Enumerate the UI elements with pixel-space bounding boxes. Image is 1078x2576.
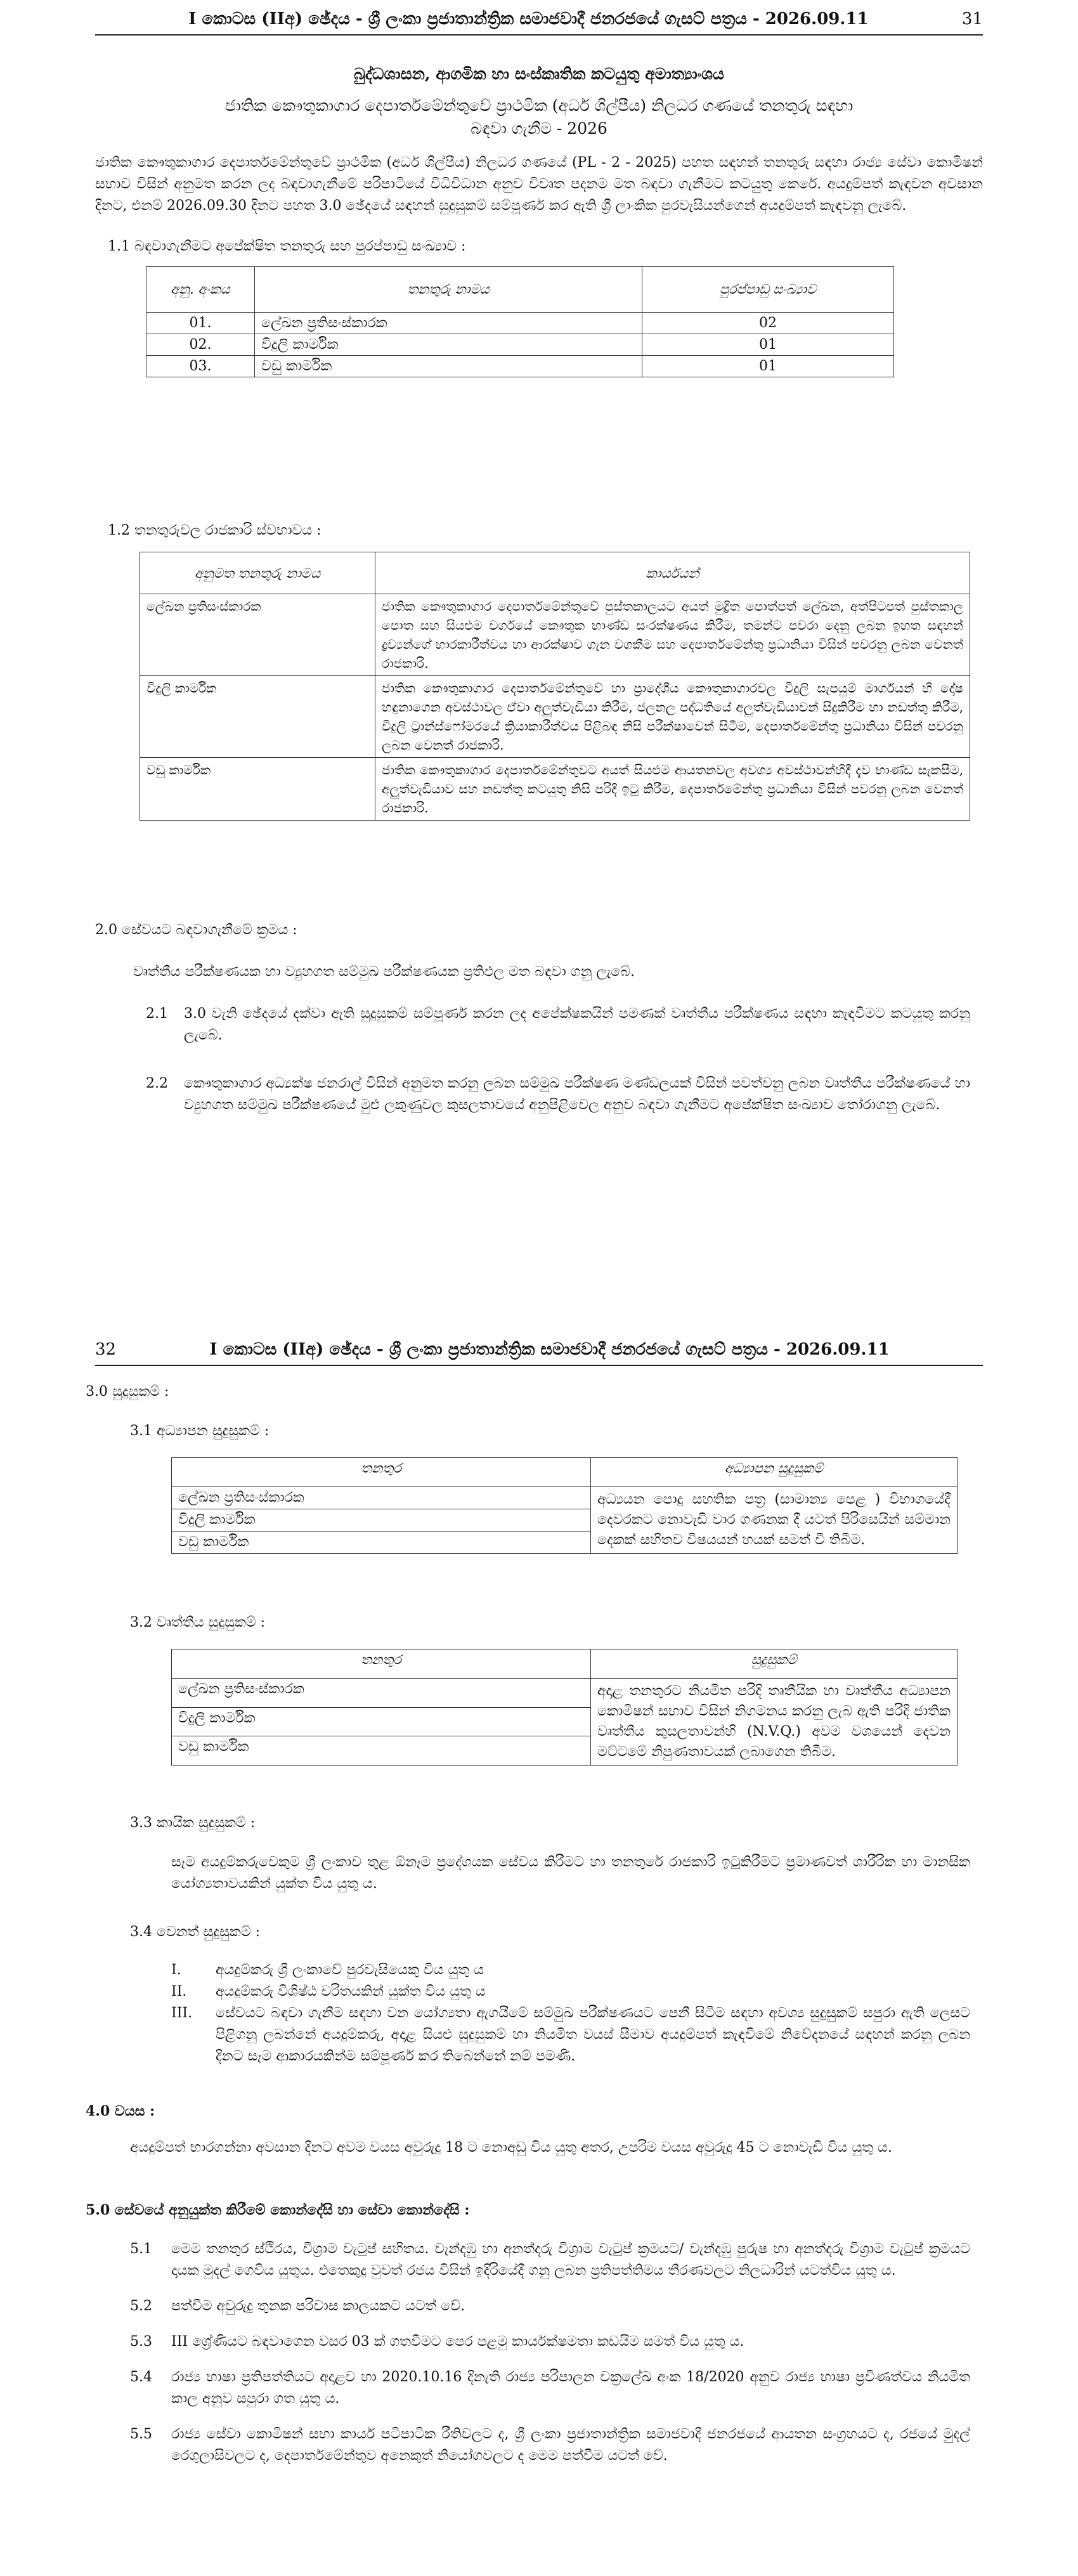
cell-post: ලේඛන ප්‍රතිසංස්කාරක xyxy=(172,1487,591,1509)
cell-serial: 03. xyxy=(146,356,255,377)
item-number: 5.1 xyxy=(130,2241,152,2257)
section-4-0-heading: 4.0 වයස : xyxy=(86,2103,155,2119)
cell-qualification: අදාළ තනතුරට නියමිත පරිදි තෘතීයික හා වෘත්තීය අධ්‍යාපන කොමිෂන් සභාව විසින් නිගමනය කරනු ලැබ ඇති පරිදි ජාතික වෘත්තීය කුසලතාවන්හි (N.V.Q.) අවම වශයෙන් දෙවන මට්ටමේ නිපුණතාවයක් ලබාගෙන තිබීම. xyxy=(591,1679,958,1766)
item-text: මෙම තනතුර ස්ථිරය, විශ්‍රාම වැටුප් සහිතය. වැන්දඹු හා අනත්දරු විශ්‍රාම වැටුප් ක්‍රමයට/ වැන්දඹු පුරුෂ හා අනත්දරු විශ්‍රාම වැටුප් ක්‍රමයට දායක මුදල් ගෙවිය යුතුය. එතෙකුදු වුවත් රජය විසින් ඉදිරියේදී ගනු ලබන ප්‍රතිපත්තිමය තීරණවලට නිලධාරින් යටත්විය යුතු ය. xyxy=(171,2241,970,2279)
section-2-1-text: 3.0 වැනි ඡේදයේ දක්වා ඇති සුදුසුකම් සම්පූර්ණ කරන ලද අපේක්ෂකයින් පමණක් වෘත්තීය පරීක්ෂණය සඳහා කැඳවීමට කටයුතු කරනු ලැබේ. xyxy=(184,1006,970,1043)
col-header-duties: කාර්යයන් xyxy=(375,552,970,594)
list-item xyxy=(171,1960,970,1981)
education-qualification-table xyxy=(171,1457,958,1554)
cell-vacancies: 01 xyxy=(642,356,894,377)
item-text: රාජ්‍ය භාෂා ප්‍රතිපත්තියට අදාළව හා 2020.10.16 දිනැති රාජ්‍ය පරිපාලන චක්‍රලේඛ අංක 18/2020 අනුව රාජ්‍ය භාෂා ප්‍රවීණත්වය නියමිත කාල අනුව සපුරා ගත යුතු ය. xyxy=(171,2369,970,2407)
table-row xyxy=(140,758,970,821)
section-2-0-text: වෘත්තීය පරීක්ෂණයක හා ව්‍යුහගත සම්මුඛ පරීක්ෂණයක ප්‍රතිඵල මත බඳවා ගනු ලැබේ. xyxy=(133,964,635,980)
table-row xyxy=(140,594,970,676)
item-text: පත්වීම අවුරුදු තුනක පරිවාස කාලයකට යටත් වේ. xyxy=(171,2298,465,2314)
header-title: I කොටස (IIඅ) ඡේදය - ශ්‍රී ලංකා ප්‍රජාතාන්ත්‍රික සමාජවාදී ජනරජයේ ගැසට් පත්‍රය - 2026.09.11 xyxy=(209,1339,890,1359)
cell-duties: ජාතික කෞතුකාගාර දෙපාර්තමේන්තුවේ හා ප්‍රාදේශීය කෞතුකාගාරවල විදුලි සැපයුම් මාර්ගයන් හි දෝෂ හඳුනාගෙන අවස්ථාවල ඒවා අලුත්වැඩියා කිරීම, ජලනල පද්ධතියේ අලුත්වැඩියාවන් සිදුකිරීම හා නඩත්තු කිරීම, විදුලි ට්‍රාන්ස්ෆෝමරයේ ක්‍රියාකාරීත්වය පිළිබඳ නිසි පරීක්ෂාවෙන් සිටීම, දෙපාර්තමේන්තු ප්‍රධානියා විසින් පවරනු ලබන වෙනත් රාජකාරි. xyxy=(375,676,970,758)
section-5-0-heading: 5.0 සේවයේ අනුයුක්ත කිරීමේ කොන්දේසි හා සේවා කොන්දේසි : xyxy=(86,2202,470,2218)
gazette-page-32 xyxy=(0,1294,1078,2576)
item-number: II. xyxy=(171,1984,187,2000)
notice-title-line1: ජාතික කෞතුකාගාර දෙපාර්තමේන්තුවේ ප්‍රාථමික (අර්ධ ශිල්පීය) නිලධර ගණයේ තනතුරු සඳහා xyxy=(224,96,854,115)
col-header-post: තනතුරු නාමය xyxy=(255,267,642,313)
col-header-vacancies: පුරප්පාඩු සංඛ්‍යාව xyxy=(642,267,894,313)
cell-post: විදුලි කාර්මික xyxy=(172,1707,591,1736)
cell-post: වඩු කාර්මික xyxy=(140,758,375,821)
intro-paragraph: ජාතික කෞතුකාගාර දෙපාර්තමේන්තුවේ ප්‍රාථමික (අර්ධ ශිල්පීය) නිලධර ගණයේ (PL - 2 - 2025) පහත සඳහන් තනතුරු සඳහා රාජ්‍ය සේවා කොමිෂන් සභාව විසින් අනුමත කරන ලද බඳවාගැනීමේ පරිපාටියේ විධිවිධාන අනුව විවෘත පදනම මත බඳවා ගැනීමට කටයුතු කෙරේ. අයදුම්පත් කැඳවන අවසාන දිනට, එනම් 2026.09.30 දිනට පහත 3.0 ඡේදයේ සඳහන් සුදුසුකම් සම්පූර්ණ කර ඇති ශ්‍රී ලාංකික පුරවැසියන්ගෙන් අයදුම්පත් කැඳවනු ලැබේ. xyxy=(95,155,983,214)
cell-qualification: අධ්‍යයන පොදු සහතික පත්‍ර (සාමාන්‍ය පෙළ ) විභාගයේදී දෙවරකට නොවැඩි වාර ගණනක දී යටත් පිරිසෙයින් සම්මාන දෙකක් සහිතව විෂයයන් හයක් සමත් වී තිබීම. xyxy=(591,1487,958,1554)
item-text: අයදුම්කරු ශ්‍රී ලංකාවේ පුරවැසියෙකු විය යුතු ය xyxy=(216,1962,484,1978)
col-header-post: තනතුර xyxy=(172,1458,591,1487)
cell-duties: ජාතික කෞතුකාගාර දෙපාර්තමේන්තුවේ පුස්තකාලයට අයත් මුද්‍රිත පොත්පත් ලේඛන, අත්පිටපත් පුස්තකාල පොත සහ සියළුම වර්ගයේ කෞතුක භාණ්ඩ සංරක්ෂණය කිරීම, තමන්ට පවරා දෙනු ලබන ඉහත සඳහන් ද්‍රව්‍යන්ගේ භාරකාරීත්වය හා ආරක්ෂාව ගැන වගකීම සහ දෙපාර්තමේන්තු ප්‍රධානියා විසින් පවරනු ලබන වෙනත් රාජකාරි. xyxy=(375,594,970,676)
table-row xyxy=(172,1679,958,1708)
col-header-qualification: අධ්‍යාපන සුදුසුකම් xyxy=(591,1458,958,1487)
page-number: 32 xyxy=(95,1340,117,1359)
item-text: රාජ්‍ය සේවා කොමිෂන් සභා කාර්ය පටිපාටික රීතිවලට ද, ශ්‍රී ලංකා ප්‍රජාතාන්ත්‍රික සමාජවාදී ජනරජයේ ආයතන සංග්‍රහයට ද, රජයේ මුදල් රෙගුලාසිවලට ද, දෙපාර්තමේන්තුව අනෙකුත් නියෝගවලට ද මෙම පත්වීම යටත් වේ. xyxy=(171,2426,970,2464)
col-header-post: තනතුර xyxy=(172,1649,591,1679)
list-item xyxy=(130,2296,970,2317)
section-1-2-heading: 1.2 තනතුරුවල රාජකාරි ස්වභාවය : xyxy=(108,523,321,538)
section-3-2-heading: 3.2 වෘත්තීය සුදුසුකම් : xyxy=(130,1615,266,1630)
cell-post: ලේඛන ප්‍රතිසංස්කාරක xyxy=(255,313,642,334)
item-number: 5.5 xyxy=(130,2426,152,2442)
header-title: I කොටස (IIඅ) ඡේදය - ශ්‍රී ලංකා ප්‍රජාතාන්ත්‍රික සමාජවාදී ජනරජයේ ගැසට් පත්‍රය - 2026.09.11 xyxy=(188,9,869,29)
notice-title-line2: බඳවා ගැනීම - 2026 xyxy=(471,119,607,138)
col-header-qualification: සුදුසුකම් xyxy=(591,1649,958,1679)
section-4-0-text: අයදුම්පත් භාරගන්නා අවසාන දිනට අවම වයස අවුරුදු 18 ට නොඅඩු විය යුතු අතර, උපරිම වයස අවුරුදු 45 ට නොවැඩි විය යුතු ය. xyxy=(130,2140,892,2156)
cell-post: විදුලි කාර්මික xyxy=(172,1509,591,1532)
section-1-1-heading: 1.1 බඳවාගැනීමට අපේක්ෂිත තනතුරු සහ පුරප්පාඩු සංඛ්‍යාව : xyxy=(108,238,466,254)
item-number: 5.2 xyxy=(130,2298,152,2314)
section-3-0-heading: 3.0 සුදුසුකම් : xyxy=(86,1384,169,1400)
table-row xyxy=(146,356,894,377)
service-conditions-list xyxy=(130,2239,970,2467)
header-rule xyxy=(95,1365,983,1366)
duties-table xyxy=(140,552,970,821)
item-number: I. xyxy=(171,1962,181,1978)
item-number: 5.4 xyxy=(130,2369,152,2385)
col-header-serial: අනු. අංකය xyxy=(146,267,255,313)
item-text: III ශ්‍රේණියට බඳවාගෙන වසර 03 ක් ගතවීමට පෙර පළමු කාර්යක්ෂමතා කඩයිම සමත් විය යුතු ය. xyxy=(171,2334,744,2350)
vocational-qualification-table xyxy=(171,1649,958,1766)
other-qualifications-list xyxy=(171,1960,970,2067)
cell-post: වඩු කාර්මික xyxy=(172,1532,591,1554)
list-item xyxy=(130,2424,970,2467)
cell-serial: 02. xyxy=(146,334,255,356)
cell-post: ලේඛන ප්‍රතිසංස්කාරක xyxy=(140,594,375,676)
cell-serial: 01. xyxy=(146,313,255,334)
ministry-name: බුද්ධශාසන, ආගමික හා සංස්කෘතික කටයුතු අමාත්‍යාංශය xyxy=(354,65,724,83)
list-item xyxy=(130,2367,970,2410)
table-row xyxy=(146,313,894,334)
section-3-3-heading: 3.3 කායික සුදුසුකම් : xyxy=(130,1815,256,1831)
section-3-4-heading: 3.4 වෙනත් සුදුසුකම් : xyxy=(130,1924,260,1940)
page-header xyxy=(95,1337,983,1362)
cell-vacancies: 01 xyxy=(642,334,894,356)
list-item xyxy=(171,2003,970,2067)
section-3-3-text: සෑම අයදුම්කරුවෙකුම ශ්‍රී ලංකාව තුළ ඕනෑම ප්‍රදේශයක සේවය කිරීමට හා තනතුරේ රාජකාරි ඉටුකිරීමට ප්‍රමාණවත් ශාරීරික හා මානසික යෝග්‍යතාවයකින් යුක්ත විය යුතු ය. xyxy=(171,1854,970,1892)
section-2-0-heading: 2.0 සේවයට බඳවාගැනීමේ ක්‍රමය : xyxy=(95,922,297,938)
table-row xyxy=(140,676,970,758)
cell-post: ලේඛන ප්‍රතිසංස්කාරක xyxy=(172,1679,591,1708)
page-header xyxy=(95,6,983,32)
col-header-post: අනුමත තනතුරු නාමය xyxy=(140,552,375,594)
section-2-1-number: 2.1 xyxy=(146,1006,168,1022)
cell-post: විදුලි කාර්මික xyxy=(140,676,375,758)
item-text: අයදුම්කරු විශිෂ්ඨ චරිතයකින් යුක්ත විය යුතු ය xyxy=(216,1984,486,2000)
cell-post: විදුලි කාර්මික xyxy=(255,334,642,356)
section-3-1-heading: 3.1 අධ්‍යාපන සුදුසුකම් : xyxy=(130,1423,270,1439)
item-number: III. xyxy=(171,2005,193,2021)
list-item xyxy=(130,2331,970,2353)
header-rule xyxy=(95,34,983,36)
cell-vacancies: 02 xyxy=(642,313,894,334)
item-text: සේවයට බඳවා ගැනීම සඳහා වන යෝග්‍යතා ඇගයීමේ සම්මුඛ පරීක්ෂණයට පෙනී සිටීම සඳහා අවශ්‍ය සුදුසුකම් සපුරා ඇති ලෙසට පිළිගනු ලබන්නේ අයදුම්කරු, අදාළ සියළු සුදුසුකම් හා නියමිත වයස් සීමාව අයදුම්පත් කැඳවීමේ නිවේදනයේ සඳහන් කරනු ලබන දිනට සෑම ආකාරයකින්ම සම්පූර්ණ කර තිබෙන්නේ නම් පමණි. xyxy=(216,2005,970,2064)
table-row xyxy=(172,1487,958,1509)
section-2-2-number: 2.2 xyxy=(146,1076,168,1091)
list-item xyxy=(130,2239,970,2282)
vacancy-table xyxy=(146,266,894,377)
list-item xyxy=(171,1981,970,2003)
cell-duties: ජාතික කෞතුකාගාර දෙපාර්තමේන්තුවට අයත් සියළුම ආයතනවල අවශ්‍ය අවස්ථාවන්හිදී දැව භාණ්ඩ සැකසීම, අලුත්වැඩියාව සහ නඩත්තු කටයුතු නිසි පරිදි ඉටු කිරීම, දෙපාර්තමේන්තු ප්‍රධානියා විසින් පවරනු ලබන වෙනත් රාජකාරි. xyxy=(375,758,970,821)
cell-post: වඩු කාර්මික xyxy=(255,356,642,377)
cell-post: වඩු කාර්මික xyxy=(172,1736,591,1766)
page-number: 31 xyxy=(961,10,983,29)
section-2-2-text: කෞතුකාගාර අධ්‍යක්ෂ ජනරාල් විසින් අනුමත කරනු ලබන සම්මුඛ පරීක්ෂණ මණ්ඩලයක් විසින් පවත්වනු ලබන වෘත්තීය පරීක්ෂණයේ හා ව්‍යුහගත සම්මුඛ පරීක්ෂණයේ මුළු ලකුණුවල කුසලතාවයේ අනුපිළිවෙල අනුව බඳවා ගැනීමට අපේක්ෂිත සංඛ්‍යාව තෝරාගනු ලැබේ. xyxy=(184,1076,970,1113)
item-number: 5.3 xyxy=(130,2334,152,2350)
table-row xyxy=(146,334,894,356)
